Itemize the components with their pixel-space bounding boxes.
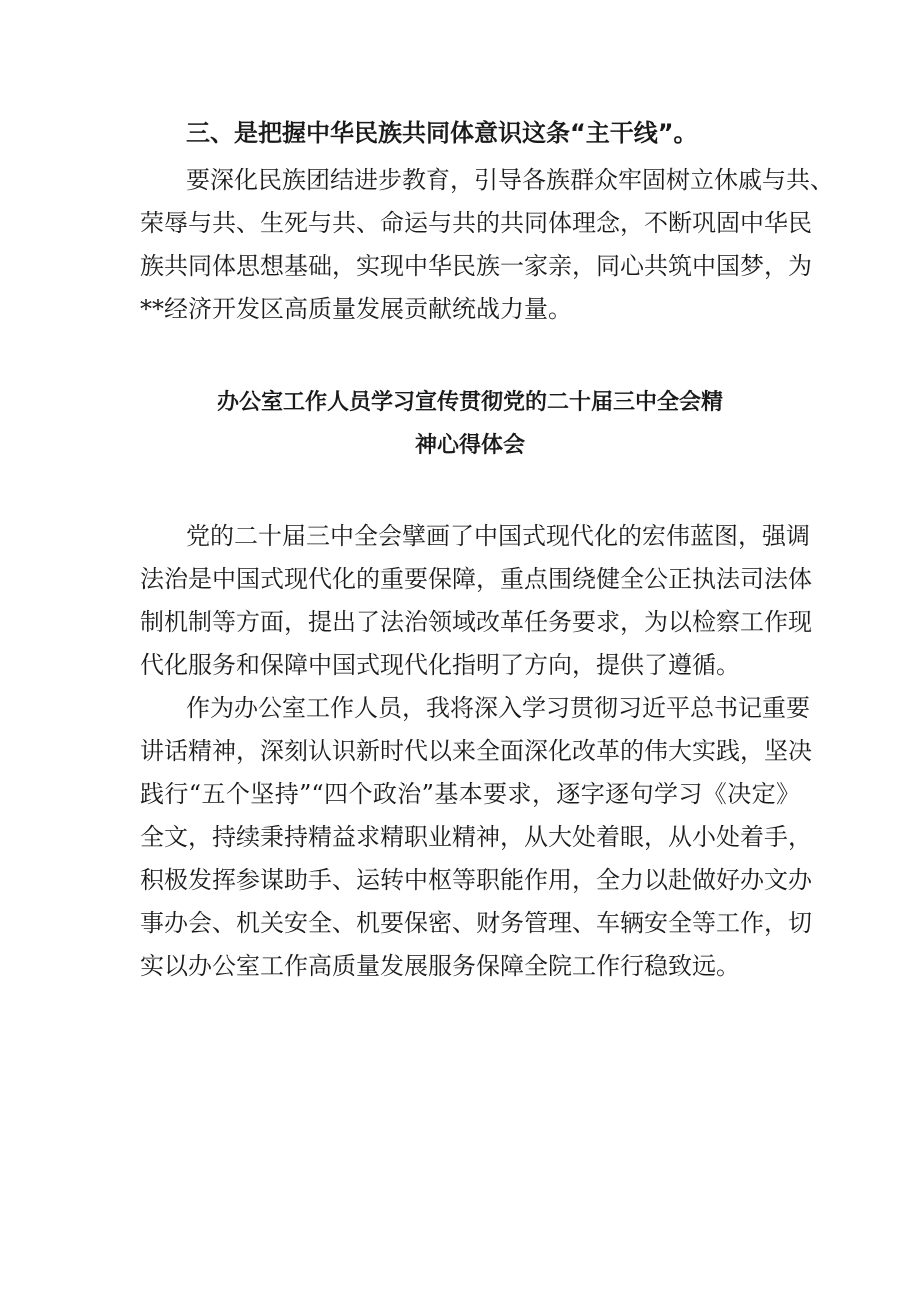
paragraph-line: 践行“五个坚持”“四个政治”基本要求，逐字逐句学习《决定》 [140,780,800,808]
paragraph-line: 全文，持续秉持精益求精职业精神，从大处着眼，从小处着手， [140,823,812,851]
paragraph-line: 实以办公室工作高质量发展服务保障全院工作行稳致远。 [140,952,740,980]
paragraph-line: 代化服务和保障中国式现代化指明了方向，提供了遵循。 [140,651,740,679]
paragraph-line: 荣辱与共、生死与共、命运与共的共同体理念，不断巩固中华民 [140,209,812,237]
paragraph-line: 要深化民族团结进步教育，引导各族群众牢固树立休戚与共、 [186,166,834,194]
paragraph-line: 族共同体思想基础，实现中华民族一家亲，同心共筑中国梦，为 [140,252,812,280]
paragraph-line: 积极发挥参谋助手、运转中枢等职能作用，全力以赴做好办文办 [140,866,812,894]
section-heading: 三、是把握中华民族共同体意识这条“主干线”。 [186,119,698,147]
article-title: 办公室工作人员学习宣传贯彻党的二十届三中全会精 [216,390,723,415]
paragraph-line: 制机制等方面，提出了法治领域改革任务要求，为以检察工作现 [140,608,812,636]
article-title: 神心得体会 [414,433,525,458]
paragraph-line: 作为办公室工作人员，我将深入学习贯彻习近平总书记重要 [186,694,810,722]
paragraph-line: 讲话精神，深刻认识新时代以来全面深化改革的伟大实践，坚决 [140,737,812,765]
paragraph-line: **经济开发区高质量发展贡献统战力量。 [140,295,572,323]
paragraph-line: 事办会、机关安全、机要保密、财务管理、车辆安全等工作，切 [140,909,812,937]
paragraph-line: 法治是中国式现代化的重要保障，重点围绕健全公正执法司法体 [140,565,812,593]
paragraph-line: 党的二十届三中全会擘画了中国式现代化的宏伟蓝图，强调 [186,522,810,550]
